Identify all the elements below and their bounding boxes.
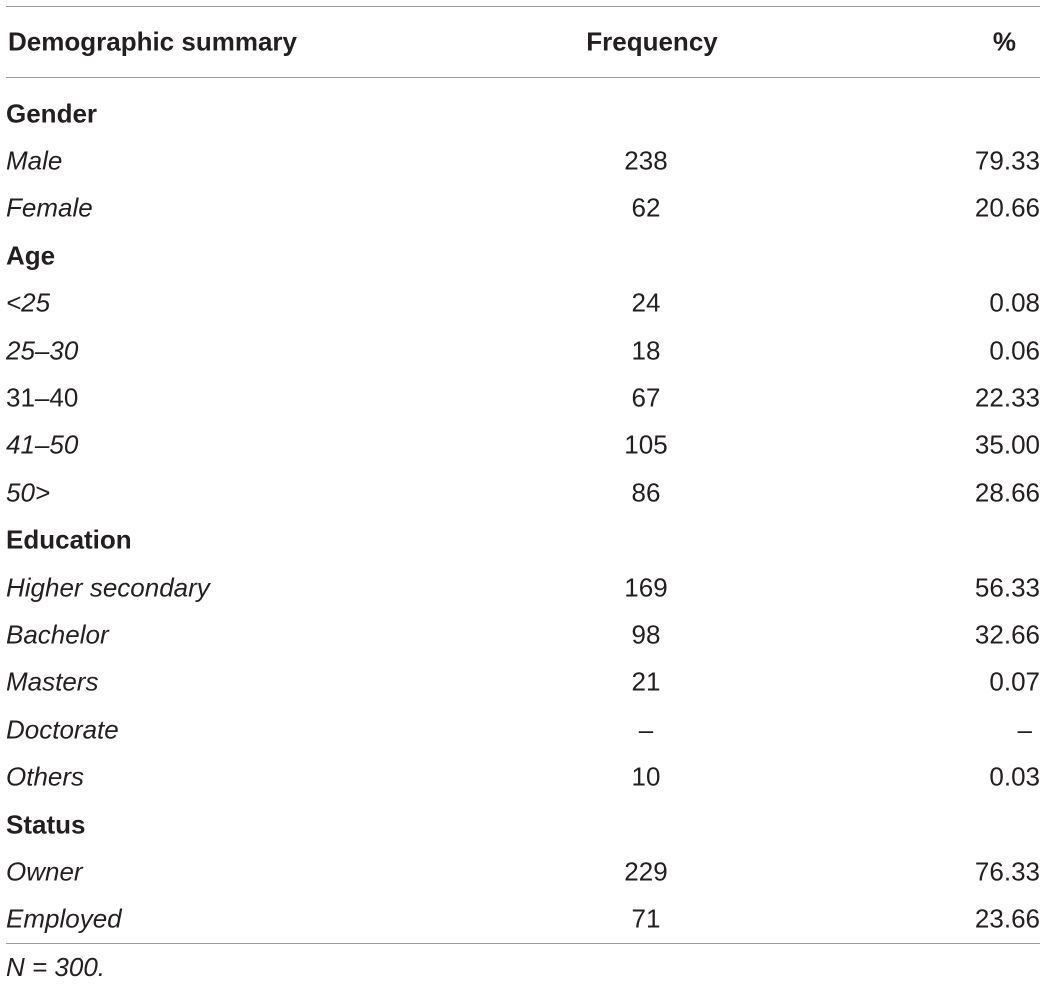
row-label: Doctorate [6,714,119,745]
row-label: 25–30 [6,335,79,366]
header-percent: % [992,26,1016,57]
table-row [6,896,1040,943]
row-frequency: 86 [631,477,661,508]
row-frequency: 238 [624,145,668,176]
header-rule [6,77,1040,78]
table-row [6,374,1040,421]
row-frequency: 21 [631,666,661,697]
row-frequency: 105 [624,429,668,460]
section-title: Education [6,524,132,555]
row-percent: 0.03 [989,761,1040,792]
row-label: Higher secondary [6,572,210,603]
row-frequency: 24 [631,287,661,318]
demographic-table [6,6,1040,983]
row-percent: 76.33 [974,856,1040,887]
table-row [6,185,1040,232]
header-frequency: Frequency [586,26,718,57]
row-percent: 0.08 [989,287,1040,318]
row-label: Masters [6,666,99,697]
row-percent: 0.06 [989,335,1040,366]
section-row-education [6,517,1040,564]
table-row [6,611,1040,658]
row-frequency: 229 [624,856,668,887]
table-row [6,753,1040,800]
row-frequency: – [638,714,654,745]
row-percent: 32.66 [974,619,1040,650]
table-row [6,280,1040,327]
row-label: 50> [6,477,51,508]
row-label: 41–50 [6,429,79,460]
row-percent: 35.00 [974,429,1040,460]
header-demographic-summary: Demographic summary [8,26,297,57]
row-percent: 20.66 [974,192,1040,223]
section-title: Age [6,240,56,271]
table-row [6,564,1040,611]
row-label: Employed [6,903,122,934]
row-label: Female [6,192,93,223]
row-frequency: 98 [631,619,661,650]
table-header-row [6,7,1040,77]
row-label: Others [6,761,85,792]
row-percent: 79.33 [974,145,1040,176]
table-bottom-rule [6,943,1040,944]
row-frequency: 18 [631,335,661,366]
table-row [6,706,1040,753]
section-row-status [6,801,1040,848]
table-row [6,848,1040,895]
section-title: Gender [6,98,98,129]
row-label: Bachelor [6,619,109,650]
row-percent: 0.07 [989,666,1040,697]
table-footnote: N = 300. [6,952,106,983]
row-label: <25 [6,287,51,318]
row-frequency: 169 [624,572,668,603]
table-row [6,659,1040,706]
section-row-age [6,232,1040,279]
row-frequency: 62 [631,192,661,223]
row-frequency: 10 [631,761,661,792]
table-row [6,469,1040,516]
row-percent: 56.33 [974,572,1040,603]
row-percent: 22.33 [974,382,1040,413]
row-percent: 28.66 [974,477,1040,508]
table-row [6,137,1040,184]
table-row [6,422,1040,469]
row-frequency: 67 [631,382,661,413]
row-label: Owner [6,856,83,887]
row-label: Male [6,145,63,176]
row-frequency: 71 [631,903,661,934]
section-title: Status [6,809,86,840]
row-percent: 23.66 [974,903,1040,934]
row-label: 31–40 [6,382,79,413]
row-percent: – [1017,714,1032,745]
table-body [6,90,1040,943]
table-row [6,327,1040,374]
section-row-gender [6,90,1040,137]
